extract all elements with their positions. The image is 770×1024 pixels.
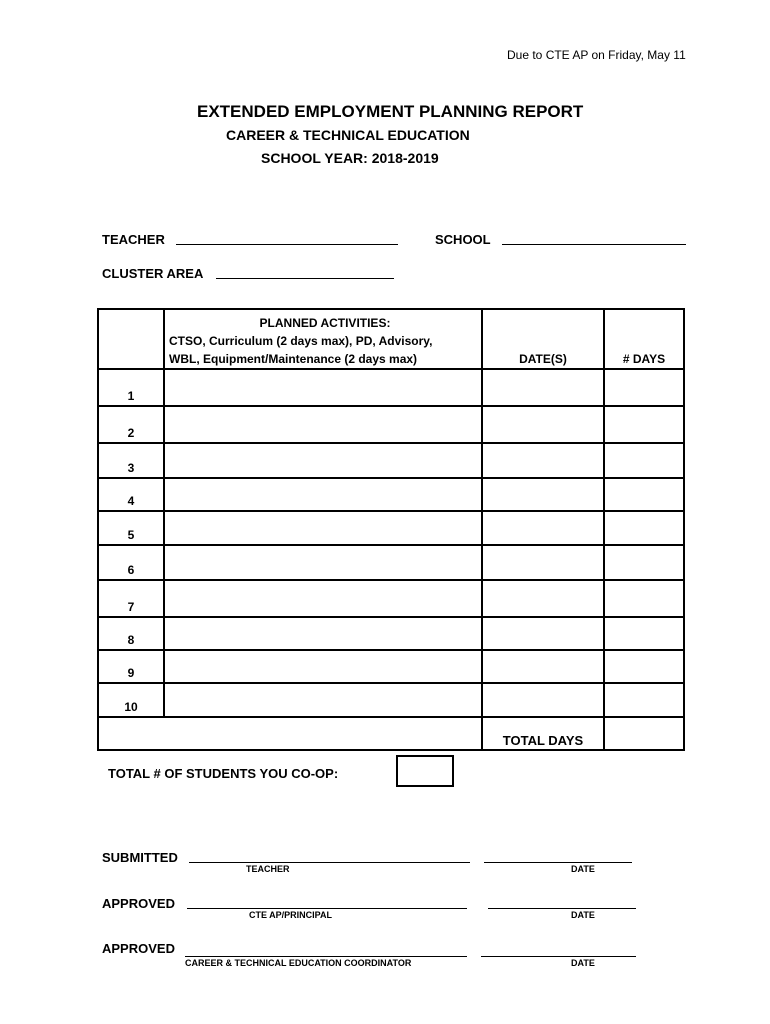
coop-count-box[interactable]	[396, 755, 454, 787]
days-cell[interactable]	[604, 650, 684, 683]
teacher-signature-line[interactable]	[189, 862, 470, 863]
row-number: 6	[98, 545, 164, 580]
row-number: 3	[98, 443, 164, 478]
dates-cell[interactable]	[482, 511, 604, 545]
table-row	[98, 406, 684, 443]
submitted-label: SUBMITTED	[102, 850, 178, 865]
dates-cell[interactable]	[482, 443, 604, 478]
total-days-row	[98, 717, 684, 750]
activity-cell[interactable]	[164, 545, 482, 580]
teacher-label: TEACHER	[102, 232, 165, 247]
coop-label: TOTAL # OF STUDENTS YOU CO-OP:	[108, 766, 339, 781]
activities-header-line3: WBL, Equipment/Maintenance (2 days max)	[169, 352, 418, 366]
days-cell[interactable]	[604, 443, 684, 478]
activity-cell[interactable]	[164, 443, 482, 478]
due-note: Due to CTE AP on Friday, May 11	[507, 48, 686, 62]
table-row	[98, 369, 684, 406]
activity-cell[interactable]	[164, 580, 482, 617]
approved-label: APPROVED	[102, 896, 175, 911]
table-row	[98, 650, 684, 683]
table-row	[98, 580, 684, 617]
days-cell[interactable]	[604, 369, 684, 406]
days-cell[interactable]	[604, 406, 684, 443]
days-cell[interactable]	[604, 617, 684, 650]
cluster-area-field[interactable]	[216, 278, 394, 279]
activity-cell[interactable]	[164, 683, 482, 717]
page-title: EXTENDED EMPLOYMENT PLANNING REPORT	[197, 102, 584, 121]
row-number: 2	[98, 406, 164, 443]
dates-cell[interactable]	[482, 683, 604, 717]
total-days-cell[interactable]	[604, 717, 684, 750]
dates-cell[interactable]	[482, 650, 604, 683]
dates-cell[interactable]	[482, 580, 604, 617]
coordinator-date-line[interactable]	[481, 956, 636, 957]
activity-cell[interactable]	[164, 617, 482, 650]
activity-cell[interactable]	[164, 369, 482, 406]
activity-cell[interactable]	[164, 406, 482, 443]
table-row	[98, 545, 684, 580]
principal-date-line[interactable]	[488, 908, 636, 909]
table-row	[98, 443, 684, 478]
activity-cell[interactable]	[164, 650, 482, 683]
table-row	[98, 478, 684, 511]
school-field[interactable]	[502, 244, 686, 245]
activities-header-title: PLANNED ACTIVITIES:	[259, 316, 391, 330]
dates-cell[interactable]	[482, 545, 604, 580]
teacher-date-line[interactable]	[484, 862, 632, 863]
activities-header-line2: CTSO, Curriculum (2 days max), PD, Advisory,	[169, 334, 433, 348]
principal-date-caption: DATE	[571, 910, 595, 920]
teacher-date-caption: DATE	[571, 864, 595, 874]
activity-cell[interactable]	[164, 478, 482, 511]
coordinator-signature-caption: CAREER & TECHNICAL EDUCATION COORDINATOR	[185, 958, 412, 968]
total-days-spacer	[98, 717, 482, 750]
row-number: 8	[98, 617, 164, 650]
principal-signature-caption: CTE AP/PRINCIPAL	[249, 910, 333, 920]
teacher-field[interactable]	[176, 244, 398, 245]
coordinator-signature-line[interactable]	[185, 956, 467, 957]
table-row	[98, 617, 684, 650]
activity-cell[interactable]	[164, 511, 482, 545]
row-number: 9	[98, 650, 164, 683]
school-label: SCHOOL	[435, 232, 491, 247]
table-row	[98, 683, 684, 717]
row-number: 5	[98, 511, 164, 545]
dates-cell[interactable]	[482, 406, 604, 443]
days-cell[interactable]	[604, 478, 684, 511]
total-days-label: TOTAL DAYS	[482, 717, 604, 750]
dates-cell[interactable]	[482, 617, 604, 650]
row-number: 1	[98, 369, 164, 406]
table-row	[98, 511, 684, 545]
dates-cell[interactable]	[482, 369, 604, 406]
activities-header	[164, 309, 482, 369]
row-number-header	[98, 309, 164, 369]
row-number: 10	[98, 683, 164, 717]
planned-activities-table	[97, 308, 685, 751]
approved-coordinator-label: APPROVED	[102, 941, 175, 956]
days-cell[interactable]	[604, 683, 684, 717]
days-cell[interactable]	[604, 545, 684, 580]
cluster-area-label: CLUSTER AREA	[102, 266, 204, 281]
dates-header: DATE(S)	[482, 309, 604, 369]
teacher-signature-caption: TEACHER	[246, 864, 290, 874]
days-cell[interactable]	[604, 511, 684, 545]
subtitle: CAREER & TECHNICAL EDUCATION	[226, 127, 470, 143]
principal-signature-line[interactable]	[187, 908, 467, 909]
table-header-row	[98, 309, 684, 369]
dates-cell[interactable]	[482, 478, 604, 511]
row-number: 7	[98, 580, 164, 617]
days-header: # DAYS	[604, 309, 684, 369]
row-number: 4	[98, 478, 164, 511]
school-year: SCHOOL YEAR: 2018-2019	[261, 150, 439, 166]
days-cell[interactable]	[604, 580, 684, 617]
coordinator-date-caption: DATE	[571, 958, 595, 968]
